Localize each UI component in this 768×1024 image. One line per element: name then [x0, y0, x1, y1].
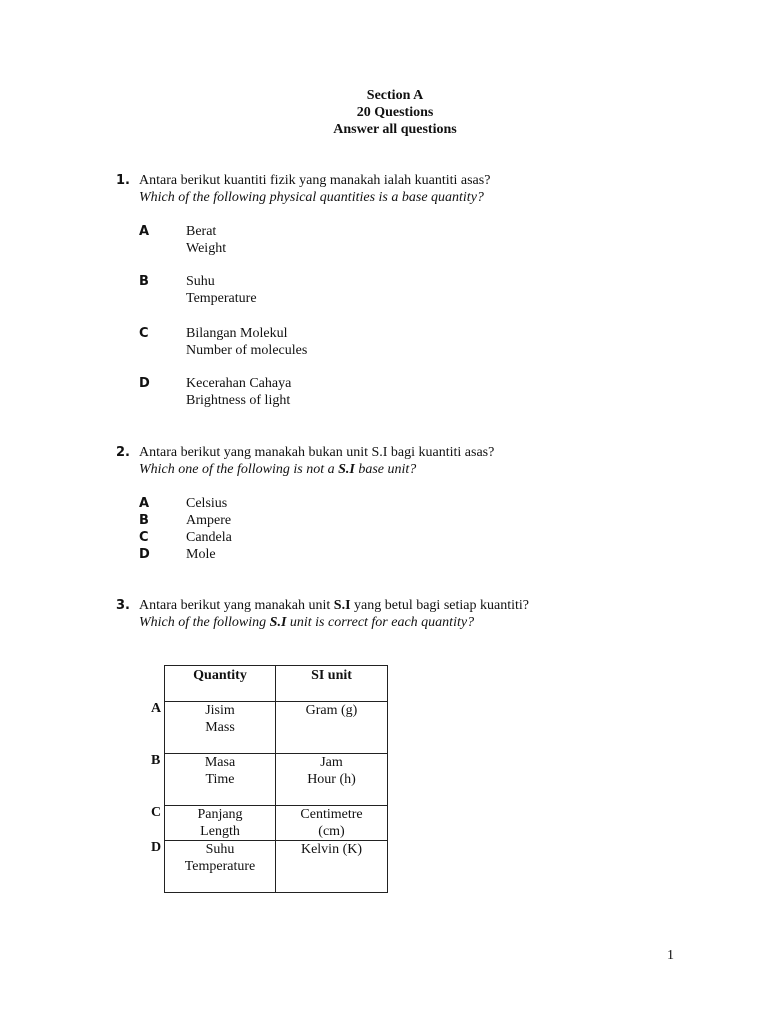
unit-cell — [276, 841, 388, 893]
question-number: 2. — [116, 445, 130, 460]
unit-cell — [276, 754, 388, 806]
option-text: Candela — [186, 530, 232, 545]
option-letter: D — [139, 547, 150, 562]
unit-cell — [276, 702, 388, 754]
unit-line-1: Kelvin (K) — [300, 842, 363, 857]
quantity-cell — [165, 841, 276, 893]
question-malay: Antara berikut kuantiti fizik yang manakah ialah kuantiti asas? — [139, 173, 491, 188]
option-letter: C — [139, 326, 149, 341]
quantity-cell — [165, 806, 276, 841]
option-letter: B — [139, 513, 149, 528]
section-header — [0, 87, 768, 138]
row-label-a: A — [151, 701, 162, 716]
question-malay-part: Antara berikut yang manakah unit — [139, 598, 334, 613]
row-label-c: C — [151, 805, 162, 820]
si-unit-table — [164, 665, 388, 893]
option-malay: Kecerahan Cahaya — [186, 376, 292, 391]
si-bold: S.I — [338, 462, 355, 477]
quantity-english: Mass — [205, 720, 235, 735]
quantity-cell — [165, 702, 276, 754]
unit-line-1: Centimetre — [300, 807, 363, 822]
column-header-quantity: Quantity — [165, 666, 276, 702]
table-row — [165, 841, 388, 893]
unit-line-2: Hour (h) — [307, 772, 356, 787]
question-number: 1. — [116, 173, 130, 188]
question-text — [139, 444, 494, 478]
question-malay: Antara berikut yang manakah bukan unit S.I bagi kuantiti asas? — [139, 445, 495, 460]
table-row — [165, 754, 388, 806]
quantity-english: Temperature — [184, 859, 256, 874]
unit-line-1: Gram (g) — [305, 703, 358, 718]
option-english: Weight — [186, 241, 227, 256]
question-english: Which of the following physical quantities is a base quantity? — [139, 190, 484, 205]
quantity-malay: Masa — [204, 755, 236, 770]
option-english: Number of molecules — [186, 343, 308, 358]
instruction: Answer all questions — [333, 122, 457, 137]
question-english-part: base unit? — [354, 462, 417, 477]
table-row — [165, 806, 388, 841]
quantity-english: Time — [205, 772, 235, 787]
page-number: 1 — [667, 948, 674, 963]
quantity-english: Length — [200, 824, 240, 839]
option-letter: A — [139, 224, 150, 239]
unit-line-2: (cm) — [318, 824, 345, 839]
section-title: Section A — [366, 88, 424, 103]
unit-cell — [276, 806, 388, 841]
row-label-b: B — [151, 753, 161, 768]
si-bold: S.I — [333, 598, 351, 613]
quantity-malay: Jisim — [205, 703, 235, 718]
quantity-malay: Suhu — [205, 842, 235, 857]
si-bold: S.I — [269, 615, 287, 630]
option-text: Celsius — [186, 496, 228, 511]
table-header-row — [165, 666, 388, 702]
quantity-cell — [165, 754, 276, 806]
table-row — [165, 702, 388, 754]
option-letter: D — [139, 376, 150, 391]
option-letter: A — [139, 496, 150, 511]
question-text — [139, 172, 490, 206]
unit-line-1: Jam — [320, 755, 343, 770]
question-english-part: Which of the following — [139, 615, 270, 630]
question-text — [139, 597, 529, 631]
question-english-part: Which one of the following is not a — [139, 462, 339, 477]
question-count: 20 Questions — [356, 105, 434, 120]
option-letter: B — [139, 274, 149, 289]
option-letter: C — [139, 530, 149, 545]
column-header-si-unit: SI unit — [276, 666, 388, 702]
quantity-malay: Panjang — [197, 807, 243, 822]
option-malay: Berat — [186, 224, 217, 239]
question-english-part: unit is correct for each quantity? — [286, 615, 475, 630]
question-malay-part: yang betul bagi setiap kuantiti? — [350, 598, 529, 613]
option-malay: Bilangan Molekul — [186, 326, 288, 341]
option-text: Mole — [186, 547, 216, 562]
row-label-d: D — [151, 840, 162, 855]
option-english: Brightness of light — [186, 393, 291, 408]
option-english: Temperature — [186, 291, 257, 306]
option-text: Ampere — [186, 513, 232, 528]
option-malay: Suhu — [186, 274, 215, 289]
question-number: 3. — [116, 598, 130, 613]
